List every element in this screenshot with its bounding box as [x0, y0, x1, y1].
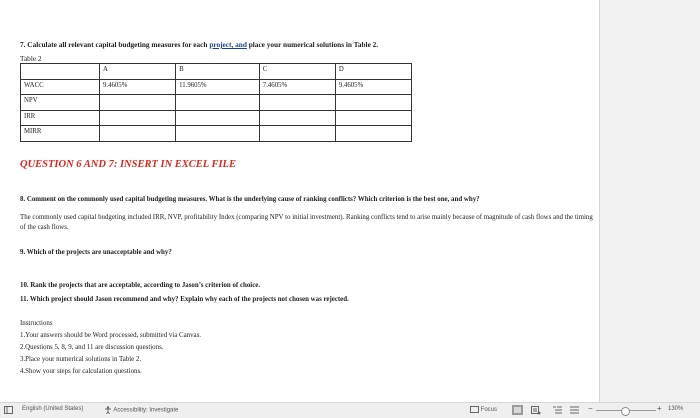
accessibility-label: Accessibility: Investigate [113, 407, 179, 414]
table-cell[interactable]: 7.4605% [259, 79, 335, 95]
table-cell[interactable] [259, 126, 335, 142]
instructions-title: Instructions [20, 320, 53, 327]
question-8-answer[interactable]: The commonly used capital budgeting included IRR, NVP, profitability Index (comparing NPV to initial investment). Ranking conflicts tend to arise mainly because of magnitude of cash flows and the timing of the cash flows. [20, 214, 593, 231]
status-bar [0, 402, 700, 418]
question-10: 10. Rank the projects that are acceptable, according to Jason’s criterion of choice. [20, 282, 261, 289]
table-header-cell[interactable]: C [259, 64, 335, 80]
table-cell[interactable]: 11.9605% [176, 79, 260, 95]
zoom-level[interactable]: 130% [668, 406, 684, 412]
table-cell[interactable] [176, 110, 260, 126]
question-11: 11. Which project should Jason recommend and why? Explain why each of the projects not chosen was rejected. [20, 296, 349, 303]
page-view-icon[interactable] [4, 406, 13, 414]
table-row [21, 110, 412, 126]
table-cell[interactable]: 9.4605% [335, 79, 411, 95]
table-cell[interactable] [100, 126, 176, 142]
zoom-slider-handle[interactable] [621, 407, 630, 416]
question-9: 9. Which of the projects are unacceptable and why? [20, 249, 172, 256]
table-cell[interactable]: WACC [21, 79, 100, 95]
table-cell[interactable]: 9.4605% [100, 79, 176, 95]
table-header-cell[interactable] [21, 64, 100, 80]
print-layout-icon[interactable] [512, 405, 523, 415]
table-cell[interactable] [176, 95, 260, 111]
web-layout-icon[interactable] [531, 406, 541, 415]
question-7-link[interactable]: project, and [209, 40, 247, 49]
table-cell[interactable] [335, 110, 411, 126]
table-cell[interactable] [176, 126, 260, 142]
focus-button[interactable] [470, 406, 497, 413]
table-cell[interactable] [100, 95, 176, 111]
table-header-cell[interactable]: B [176, 64, 260, 80]
insert-heading: QUESTION 6 AND 7: INSERT IN EXCEL FILE [20, 159, 236, 170]
accessibility-status[interactable] [104, 406, 178, 414]
table-cell[interactable] [259, 110, 335, 126]
table-row [21, 79, 412, 95]
table-header-cell[interactable]: D [335, 64, 411, 80]
focus-label: Focus [480, 407, 498, 414]
table-cell[interactable] [335, 126, 411, 142]
table-header-row [21, 64, 412, 80]
language-indicator[interactable]: English (United States) [22, 406, 84, 412]
table-cell[interactable]: NPV [21, 95, 100, 111]
instruction-item: 1.Your answers should be Word processed, submitted via Canvas. [20, 332, 202, 339]
zoom-in-button[interactable]: + [657, 404, 662, 413]
table-cell[interactable] [259, 95, 335, 111]
instruction-item: 3.Place your numerical solutions in Table 2. [20, 356, 142, 363]
table-cell[interactable] [335, 95, 411, 111]
outline-icon[interactable] [553, 406, 562, 414]
question-8: 8. Comment on the commonly used capital budgeting measures. What is the underlying cause of ranking conflicts? Which criterion is the best one, and why? [20, 196, 480, 203]
table-row [21, 126, 412, 142]
draft-icon[interactable] [570, 406, 579, 414]
zoom-out-button[interactable]: − [588, 404, 593, 413]
table-header-cell[interactable]: A [100, 64, 176, 80]
instruction-item: 4.Show your steps for calculation questions. [20, 368, 142, 375]
question-7-prefix: 7. Calculate all relevant capital budgeting measures for each [20, 40, 210, 49]
table-2[interactable] [20, 63, 412, 142]
table-cell[interactable]: MIRR [21, 126, 100, 142]
question-7 [20, 40, 378, 49]
table-row [21, 95, 412, 111]
table-caption: Table 2 [20, 54, 42, 63]
table-cell[interactable] [100, 110, 176, 126]
instruction-item: 2.Questions 5, 8, 9, and 11 are discussion questions. [20, 344, 164, 351]
table-cell[interactable]: IRR [21, 110, 100, 126]
question-7-suffix: place your numerical solutions in Table 2. [246, 40, 379, 49]
page-gutter [599, 0, 700, 403]
